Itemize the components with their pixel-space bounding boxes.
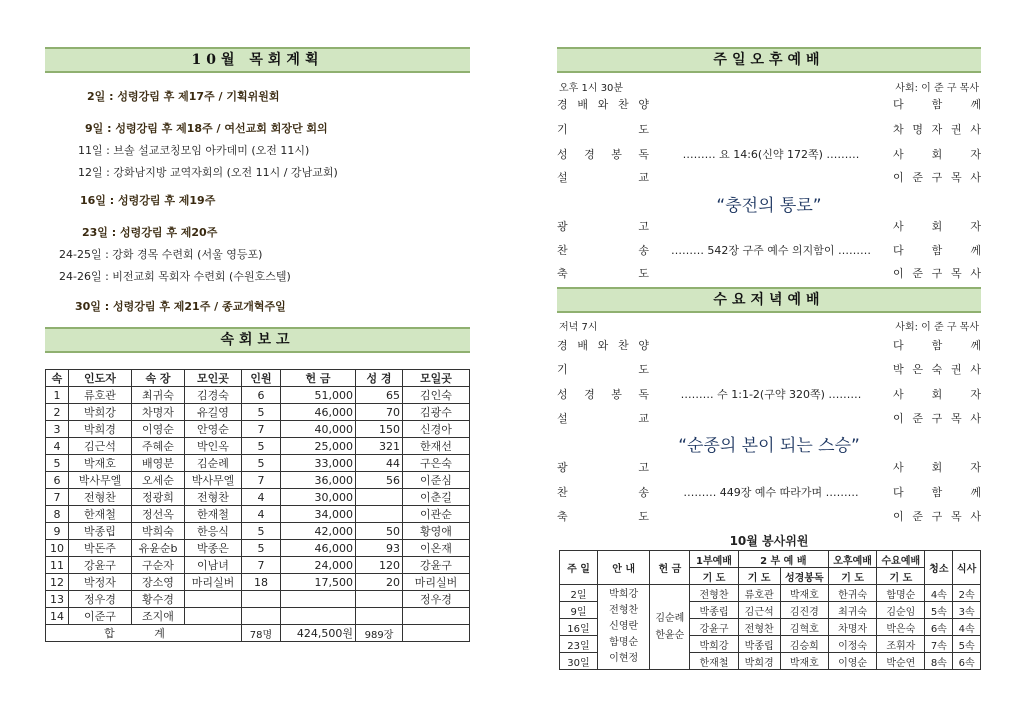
plan-item: 9일 : 성령강림 후 제18주 / 여선교회 회장단 회의 — [85, 122, 328, 135]
order-detail: ……… 요 14:6(신약 172쪽) ……… — [680, 148, 863, 161]
table-cell — [356, 489, 403, 506]
table-cell: 34,000 — [281, 506, 356, 523]
table-cell: 51,000 — [281, 387, 356, 404]
table-cell: 5 — [242, 438, 281, 455]
table-cell: 17,500 — [281, 574, 356, 591]
table-cell: 이온재 — [403, 540, 470, 557]
table-cell: 강윤구 — [403, 557, 470, 574]
table-cell: 정우경 — [403, 591, 470, 608]
vol-sub-reading: 성경봉독 — [780, 568, 828, 585]
order-label: 설 교 — [557, 412, 649, 425]
order-item — [557, 264, 981, 284]
table-cell: 박희강 — [690, 636, 738, 653]
order-person: 박 은 숙 권 사 — [893, 363, 981, 376]
wednesday-title: 수요저녁예배 — [557, 287, 981, 313]
table-cell — [403, 608, 470, 625]
table-cell: 9 — [46, 523, 69, 540]
vol-sub-prayer: 기 도 — [738, 568, 780, 585]
guide-name: 이현정 — [609, 653, 639, 664]
total-label: 합 계 — [46, 625, 242, 642]
table-cell: 18 — [242, 574, 281, 591]
order-person: 이 준 구 목 사 — [893, 412, 981, 425]
table-cell: 전형찬 — [185, 489, 242, 506]
table-cell: 김혁호 — [780, 619, 828, 636]
plan-item: 16일 : 성령강림 후 제19주 — [80, 194, 216, 207]
vol-h-offering: 헌 금 — [650, 551, 690, 585]
table-cell: 10 — [46, 540, 69, 557]
total-people: 78명 — [242, 625, 281, 642]
order-label: 설 교 — [557, 171, 649, 184]
order-person: 다 함 께 — [893, 244, 981, 257]
order-item — [557, 217, 981, 237]
table-cell: 박돈주 — [69, 540, 132, 557]
table-cell: 13 — [46, 591, 69, 608]
table-cell: 1 — [46, 387, 69, 404]
table-cell — [356, 506, 403, 523]
vol-h-afternoon: 오후예배 — [828, 551, 876, 568]
vol-sub-prayer: 기 도 — [877, 568, 925, 585]
wednesday-sermon: “순종의 본이 되는 스승” — [678, 436, 860, 456]
table-cell: 박종은 — [185, 540, 242, 557]
table-cell: 70 — [356, 404, 403, 421]
plan-item: 11일 : 브솔 설교코칭모임 아카데미 (오전 11시) — [78, 144, 310, 157]
table-cell: 김광수 — [403, 404, 470, 421]
table-cell: 박종립 — [690, 602, 738, 619]
table-cell: 한재철 — [185, 506, 242, 523]
order-label: 성 경 봉 독 — [557, 388, 649, 401]
order-label: 기 도 — [557, 363, 649, 376]
volunteers-body — [560, 585, 981, 670]
table-cell: 오세순 — [132, 472, 185, 489]
order-label: 경 배 와 찬 양 — [557, 339, 649, 352]
table-cell: 42,000 — [281, 523, 356, 540]
table-cell — [356, 608, 403, 625]
guide-name: 함명순 — [609, 637, 639, 648]
table-cell: 박희강 — [69, 404, 132, 421]
order-item — [557, 507, 981, 527]
attendance-body — [46, 387, 470, 625]
afternoon-time: 오후 1시 30분 — [559, 83, 624, 94]
col-header: 속 장 — [132, 370, 185, 387]
table-cell: 차명자 — [828, 619, 876, 636]
plan-item: 12일 : 강화남지방 교역자회의 (오전 11시 / 강남교회) — [78, 166, 338, 179]
table-cell: 박희경 — [69, 421, 132, 438]
table-cell: 46,000 — [281, 404, 356, 421]
table-cell: 2 — [46, 404, 69, 421]
table-cell: 차명자 — [132, 404, 185, 421]
vol-h-second: 2 부 예 배 — [738, 551, 828, 568]
plan-item: 23일 : 성령강림 후 제20주 — [82, 226, 218, 239]
order-label: 찬 송 — [557, 244, 649, 257]
order-person: 사 회 자 — [893, 220, 981, 233]
col-header: 속 — [46, 370, 69, 387]
table-cell: 이관순 — [403, 506, 470, 523]
table-cell: 조휘자 — [877, 636, 925, 653]
table-cell: 김순임 — [877, 602, 925, 619]
wednesday-presider: 사회: 이 준 구 목사 — [895, 322, 979, 333]
table-row — [46, 608, 470, 625]
table-cell: 유길영 — [185, 404, 242, 421]
order-person: 다 함 께 — [893, 339, 981, 352]
table-cell: 한재선 — [403, 438, 470, 455]
plan-item: 24-25일 : 강화 경목 수련회 (서울 영등포) — [59, 248, 263, 261]
table-cell — [242, 591, 281, 608]
table-cell: 이준구 — [69, 608, 132, 625]
table-cell: 5속 — [953, 636, 981, 653]
order-person: 이 준 구 목 사 — [893, 171, 981, 184]
table-cell: 56 — [356, 472, 403, 489]
table-cell — [281, 608, 356, 625]
table-cell: 7 — [242, 421, 281, 438]
table-row — [46, 438, 470, 455]
table-row — [46, 540, 470, 557]
table-cell: 65 — [356, 387, 403, 404]
table-cell: 류호관 — [69, 387, 132, 404]
table-cell: 11 — [46, 557, 69, 574]
table-cell: 안영순 — [185, 421, 242, 438]
offering-list — [650, 585, 690, 670]
table-cell — [242, 608, 281, 625]
table-cell: 박희경 — [738, 653, 780, 670]
order-item — [557, 360, 981, 380]
vol-h-week: 주 일 — [560, 551, 598, 585]
table-cell: 33,000 — [281, 455, 356, 472]
order-item — [557, 241, 981, 261]
guide-name: 신영란 — [609, 621, 639, 632]
table-cell: 박사무엘 — [69, 472, 132, 489]
table-cell: 최귀숙 — [828, 602, 876, 619]
table-cell: 36,000 — [281, 472, 356, 489]
order-label: 경 배 와 찬 양 — [557, 98, 649, 111]
table-cell: 김근석 — [69, 438, 132, 455]
order-item — [557, 95, 981, 115]
table-row — [46, 404, 470, 421]
table-row — [46, 421, 470, 438]
table-cell: 한응식 — [185, 523, 242, 540]
table-cell: 6속 — [925, 619, 953, 636]
table-cell: 8속 — [925, 653, 953, 670]
table-row — [46, 455, 470, 472]
table-cell: 14 — [46, 608, 69, 625]
table-row — [46, 574, 470, 591]
table-cell: 16일 — [560, 619, 598, 636]
table-cell: 유윤순b — [132, 540, 185, 557]
table-row — [560, 585, 981, 602]
table-cell: 박순연 — [877, 653, 925, 670]
order-item — [557, 120, 981, 140]
attendance-header-row — [46, 370, 470, 387]
table-cell: 7속 — [925, 636, 953, 653]
order-person: 다 함 께 — [893, 486, 981, 499]
table-row — [46, 387, 470, 404]
table-cell: 24,000 — [281, 557, 356, 574]
table-cell — [185, 591, 242, 608]
table-cell: 박재호 — [69, 455, 132, 472]
order-person: 사 회 자 — [893, 388, 981, 401]
table-cell: 4 — [242, 489, 281, 506]
table-cell: 박재호 — [780, 585, 828, 602]
table-cell: 3 — [46, 421, 69, 438]
order-label: 축 도 — [557, 510, 649, 523]
table-cell: 50 — [356, 523, 403, 540]
table-cell — [281, 591, 356, 608]
table-cell: 이남녀 — [185, 557, 242, 574]
table-cell: 20 — [356, 574, 403, 591]
table-cell: 정우경 — [69, 591, 132, 608]
col-header: 모일곳 — [403, 370, 470, 387]
attendance-title: 속회보고 — [45, 327, 470, 353]
vol-h-guide: 안 내 — [597, 551, 649, 585]
table-cell: 4속 — [925, 585, 953, 602]
table-cell: 박사무엘 — [185, 472, 242, 489]
table-cell: 46,000 — [281, 540, 356, 557]
table-cell: 30일 — [560, 653, 598, 670]
order-label: 찬 송 — [557, 486, 649, 499]
table-row — [46, 472, 470, 489]
table-cell: 93 — [356, 540, 403, 557]
table-cell: 마리실버 — [185, 574, 242, 591]
table-row — [46, 523, 470, 540]
vol-sub-prayer: 기 도 — [828, 568, 876, 585]
table-cell: 전형찬 — [738, 619, 780, 636]
table-row — [46, 591, 470, 608]
table-cell: 박인옥 — [185, 438, 242, 455]
table-cell: 김승희 — [780, 636, 828, 653]
table-cell: 류호관 — [738, 585, 780, 602]
order-person: 다 함 께 — [893, 98, 981, 111]
guide-name: 전형찬 — [609, 605, 639, 616]
table-cell: 박종립 — [69, 523, 132, 540]
vol-h-meal: 식사 — [953, 551, 981, 585]
table-cell: 구순자 — [132, 557, 185, 574]
table-cell: 12 — [46, 574, 69, 591]
order-detail: ……… 542장 구주 예수 의지함이 ……… — [668, 244, 874, 257]
table-cell: 3속 — [953, 602, 981, 619]
attendance-total-row — [46, 625, 470, 642]
col-header: 인도자 — [69, 370, 132, 387]
table-cell: 함명순 — [877, 585, 925, 602]
total-offering: 424,500원 — [281, 625, 356, 642]
table-cell: 마리실버 — [403, 574, 470, 591]
volunteers-title: 10월 봉사위원 — [729, 534, 809, 548]
table-cell: 7 — [46, 489, 69, 506]
total-empty — [403, 625, 470, 642]
order-person: 사 회 자 — [893, 148, 981, 161]
order-item — [557, 458, 981, 478]
table-cell: 정선옥 — [132, 506, 185, 523]
table-cell: 5 — [46, 455, 69, 472]
table-cell: 이춘길 — [403, 489, 470, 506]
volunteers-table — [559, 550, 981, 670]
table-cell: 30,000 — [281, 489, 356, 506]
table-cell: 주혜순 — [132, 438, 185, 455]
table-cell: 4속 — [953, 619, 981, 636]
order-item — [557, 409, 981, 429]
table-cell: 23일 — [560, 636, 598, 653]
offering-name: 김순례 — [655, 613, 685, 624]
vol-h-first: 1부예배 — [690, 551, 738, 568]
order-item — [557, 336, 981, 356]
vol-h-wed: 수요예배 — [877, 551, 925, 568]
table-cell: 6속 — [953, 653, 981, 670]
table-cell: 정광희 — [132, 489, 185, 506]
guide-name: 박희강 — [609, 589, 639, 600]
table-cell: 장소영 — [132, 574, 185, 591]
table-cell: 박은숙 — [877, 619, 925, 636]
table-cell: 강윤구 — [690, 619, 738, 636]
table-cell: 한재철 — [69, 506, 132, 523]
col-header: 헌 금 — [281, 370, 356, 387]
table-cell — [185, 608, 242, 625]
afternoon-title: 주일오후예배 — [557, 47, 981, 73]
order-person: 차 명 자 권 사 — [893, 123, 981, 136]
vol-h-clean: 청소 — [925, 551, 953, 585]
plan-title: 10월 목회계획 — [45, 47, 470, 73]
plan-item: 2일 : 성령강림 후 제17주 / 기획위원회 — [87, 90, 280, 103]
plan-item: 24-26일 : 비전교회 목회자 수련회 (수원호스텔) — [59, 270, 291, 283]
order-label: 축 도 — [557, 267, 649, 280]
table-cell: 최귀숙 — [132, 387, 185, 404]
table-cell: 이준심 — [403, 472, 470, 489]
table-cell: 김근석 — [738, 602, 780, 619]
table-cell: 7 — [242, 472, 281, 489]
table-cell: 5 — [242, 523, 281, 540]
table-cell: 신경아 — [403, 421, 470, 438]
order-label: 광 고 — [557, 220, 649, 233]
table-cell: 4 — [242, 506, 281, 523]
order-person: 사 회 자 — [893, 461, 981, 474]
table-row — [46, 506, 470, 523]
table-cell: 40,000 — [281, 421, 356, 438]
total-bible: 989장 — [356, 625, 403, 642]
table-cell: 박종립 — [738, 636, 780, 653]
table-cell: 김인숙 — [403, 387, 470, 404]
vol-sub-prayer: 기 도 — [690, 568, 738, 585]
table-cell: 2일 — [560, 585, 598, 602]
table-cell: 44 — [356, 455, 403, 472]
table-cell: 이영순 — [132, 421, 185, 438]
table-cell: 이정숙 — [828, 636, 876, 653]
table-cell: 조지애 — [132, 608, 185, 625]
table-cell: 황수경 — [132, 591, 185, 608]
order-label: 기 도 — [557, 123, 649, 136]
table-cell: 150 — [356, 421, 403, 438]
guide-list — [597, 585, 649, 670]
order-person: 이 준 구 목 사 — [893, 510, 981, 523]
table-cell: 321 — [356, 438, 403, 455]
table-cell — [356, 591, 403, 608]
col-header: 성 경 — [356, 370, 403, 387]
table-cell: 한재철 — [690, 653, 738, 670]
table-cell: 2속 — [953, 585, 981, 602]
order-item — [557, 145, 981, 165]
order-label: 광 고 — [557, 461, 649, 474]
table-row — [46, 557, 470, 574]
table-row — [46, 489, 470, 506]
table-cell: 김순례 — [185, 455, 242, 472]
table-cell: 9일 — [560, 602, 598, 619]
table-cell: 7 — [242, 557, 281, 574]
order-detail: ……… 449장 예수 따라가며 ……… — [680, 486, 861, 499]
col-header: 인원 — [242, 370, 281, 387]
order-item — [557, 483, 981, 503]
afternoon-presider: 사회: 이 준 구 목사 — [895, 83, 979, 94]
table-cell: 6 — [242, 387, 281, 404]
order-item — [557, 385, 981, 405]
order-label: 성 경 봉 독 — [557, 148, 649, 161]
table-cell: 강윤구 — [69, 557, 132, 574]
order-item — [557, 168, 981, 188]
table-cell: 8 — [46, 506, 69, 523]
table-cell: 5 — [242, 540, 281, 557]
table-cell: 박정자 — [69, 574, 132, 591]
table-cell: 전형찬 — [690, 585, 738, 602]
table-cell: 전형찬 — [69, 489, 132, 506]
table-cell: 5 — [242, 404, 281, 421]
wednesday-time: 저녁 7시 — [559, 322, 598, 333]
table-cell: 5 — [242, 455, 281, 472]
table-cell: 4 — [46, 438, 69, 455]
table-cell: 25,000 — [281, 438, 356, 455]
table-cell: 박희숙 — [132, 523, 185, 540]
table-cell: 황영애 — [403, 523, 470, 540]
table-cell: 박재호 — [780, 653, 828, 670]
table-cell: 5속 — [925, 602, 953, 619]
col-header: 모인곳 — [185, 370, 242, 387]
table-cell: 이영순 — [828, 653, 876, 670]
order-detail: ……… 수 1:1-2(구약 320쪽) ……… — [678, 388, 865, 401]
table-cell: 120 — [356, 557, 403, 574]
table-cell: 김진경 — [780, 602, 828, 619]
vol-header-row — [560, 551, 981, 568]
table-cell: 김경숙 — [185, 387, 242, 404]
afternoon-sermon: “충전의 통로” — [716, 196, 822, 216]
attendance-table — [45, 369, 470, 642]
plan-item: 30일 : 성령강림 후 제21주 / 종교개혁주일 — [75, 300, 286, 313]
table-cell: 한귀숙 — [828, 585, 876, 602]
table-cell: 배영분 — [132, 455, 185, 472]
table-cell: 구은숙 — [403, 455, 470, 472]
offering-name: 한윤순 — [655, 630, 685, 641]
order-person: 이 준 구 목 사 — [893, 267, 981, 280]
table-cell: 6 — [46, 472, 69, 489]
